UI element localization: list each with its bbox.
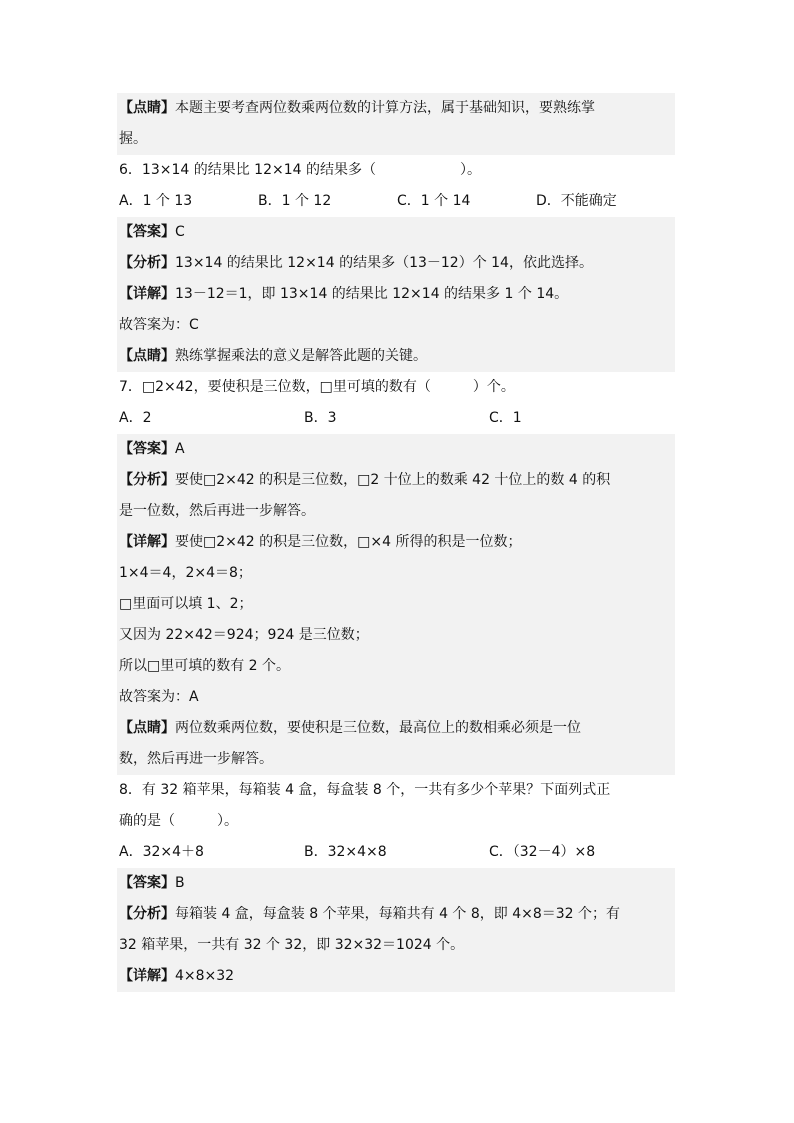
section-tag: 【分析】 [119, 472, 175, 488]
section-tag: 【点睛】 [119, 100, 175, 116]
line-text: 7．□2×42，要使积是三位数，□里可填的数有（ ）个。 [119, 379, 515, 395]
line-text: 是一位数，然后再进一步解答。 [119, 503, 315, 519]
choice-option: C．1 个 14 [397, 193, 471, 209]
solution-line [117, 279, 675, 310]
solution-line [117, 434, 675, 465]
solution-line [117, 930, 675, 961]
line-text: 4×8×32 [175, 968, 235, 984]
choice-option: C．（32－4）×8 [489, 844, 596, 860]
section-tag: 【答案】 [119, 224, 175, 240]
solution-line [117, 868, 675, 899]
line-text: 熟练掌握乘法的意义是解答此题的关键。 [175, 348, 427, 364]
solution-line [117, 899, 675, 930]
solution-line [117, 124, 675, 155]
solution-line [117, 651, 675, 682]
solution-line [117, 310, 675, 341]
line-text: 8．有 32 箱苹果，每箱装 4 盒，每盒装 8 个，一共有多少个苹果？下面列式正 [119, 782, 611, 798]
choice-option: A．1 个 13 [119, 193, 193, 209]
solution-line [117, 341, 675, 372]
question-line [117, 775, 675, 806]
section-tag: 【点睛】 [119, 720, 175, 736]
solution-line [117, 93, 675, 124]
line-text: B [175, 875, 185, 891]
line-text: A [175, 441, 185, 457]
solution-line [117, 496, 675, 527]
line-text: 握。 [119, 131, 147, 147]
line-text: 本题主要考查两位数乘两位数的计算方法，属于基础知识，要熟练掌 [175, 100, 595, 116]
solution-line [117, 620, 675, 651]
solution-line [117, 682, 675, 713]
question-line [117, 372, 675, 403]
section-tag: 【详解】 [119, 286, 175, 302]
solution-line [117, 217, 675, 248]
choice-option: A．2 [119, 410, 152, 426]
line-text: 故答案为：C [119, 317, 199, 333]
line-text: 每箱装 4 盒，每盒装 8 个苹果，每箱共有 4 个 8，即 4×8＝32 个；有 [175, 906, 621, 922]
option-row [117, 837, 675, 868]
line-text: 要使□2×42 的积是三位数，□×4 所得的积是一位数； [175, 534, 522, 550]
section-tag: 【分析】 [119, 255, 175, 271]
line-text: □里面可以填 1、2； [119, 596, 253, 612]
solution-line [117, 558, 675, 589]
choice-option: B．3 [304, 410, 337, 426]
option-row [117, 186, 675, 217]
choice-option: B．32×4×8 [304, 844, 387, 860]
section-tag: 【答案】 [119, 441, 175, 457]
question-line [117, 806, 675, 837]
choice-option: B．1 个 12 [258, 193, 332, 209]
section-tag: 【详解】 [119, 534, 175, 550]
document-page [117, 93, 675, 992]
solution-line [117, 527, 675, 558]
solution-line [117, 248, 675, 279]
line-text: 6．13×14 的结果比 12×14 的结果多（ ）。 [119, 162, 481, 178]
line-text: 两位数乘两位数，要使积是三位数，最高位上的数相乘必须是一位 [175, 720, 581, 736]
option-row [117, 403, 675, 434]
line-text: 1×4＝4，2×4＝8； [119, 565, 252, 581]
solution-line [117, 961, 675, 992]
line-text: 所以□里可填的数有 2 个。 [119, 658, 291, 674]
choice-option: A．32×4＋8 [119, 844, 204, 860]
solution-line [117, 744, 675, 775]
line-text: 确的是（ ）。 [119, 813, 238, 829]
choice-option: C．1 [489, 410, 522, 426]
section-tag: 【点睛】 [119, 348, 175, 364]
choice-option: D．不能确定 [536, 193, 617, 209]
solution-line [117, 589, 675, 620]
line-text: 故答案为：A [119, 689, 199, 705]
line-text: 13－12＝1，即 13×14 的结果比 12×14 的结果多 1 个 14。 [175, 286, 569, 302]
solution-line [117, 713, 675, 744]
section-tag: 【分析】 [119, 906, 175, 922]
line-text: 要使□2×42 的积是三位数，□2 十位上的数乘 42 十位上的数 4 的积 [175, 472, 611, 488]
line-text: 13×14 的结果比 12×14 的结果多（13－12）个 14，依此选择。 [175, 255, 593, 271]
question-line [117, 155, 675, 186]
line-text: 32 箱苹果，一共有 32 个 32，即 32×32＝1024 个。 [119, 937, 465, 953]
line-text: 又因为 22×42＝924；924 是三位数； [119, 627, 369, 643]
line-text: 数，然后再进一步解答。 [119, 751, 273, 767]
solution-line [117, 465, 675, 496]
section-tag: 【答案】 [119, 875, 175, 891]
section-tag: 【详解】 [119, 968, 175, 984]
line-text: C [175, 224, 185, 240]
